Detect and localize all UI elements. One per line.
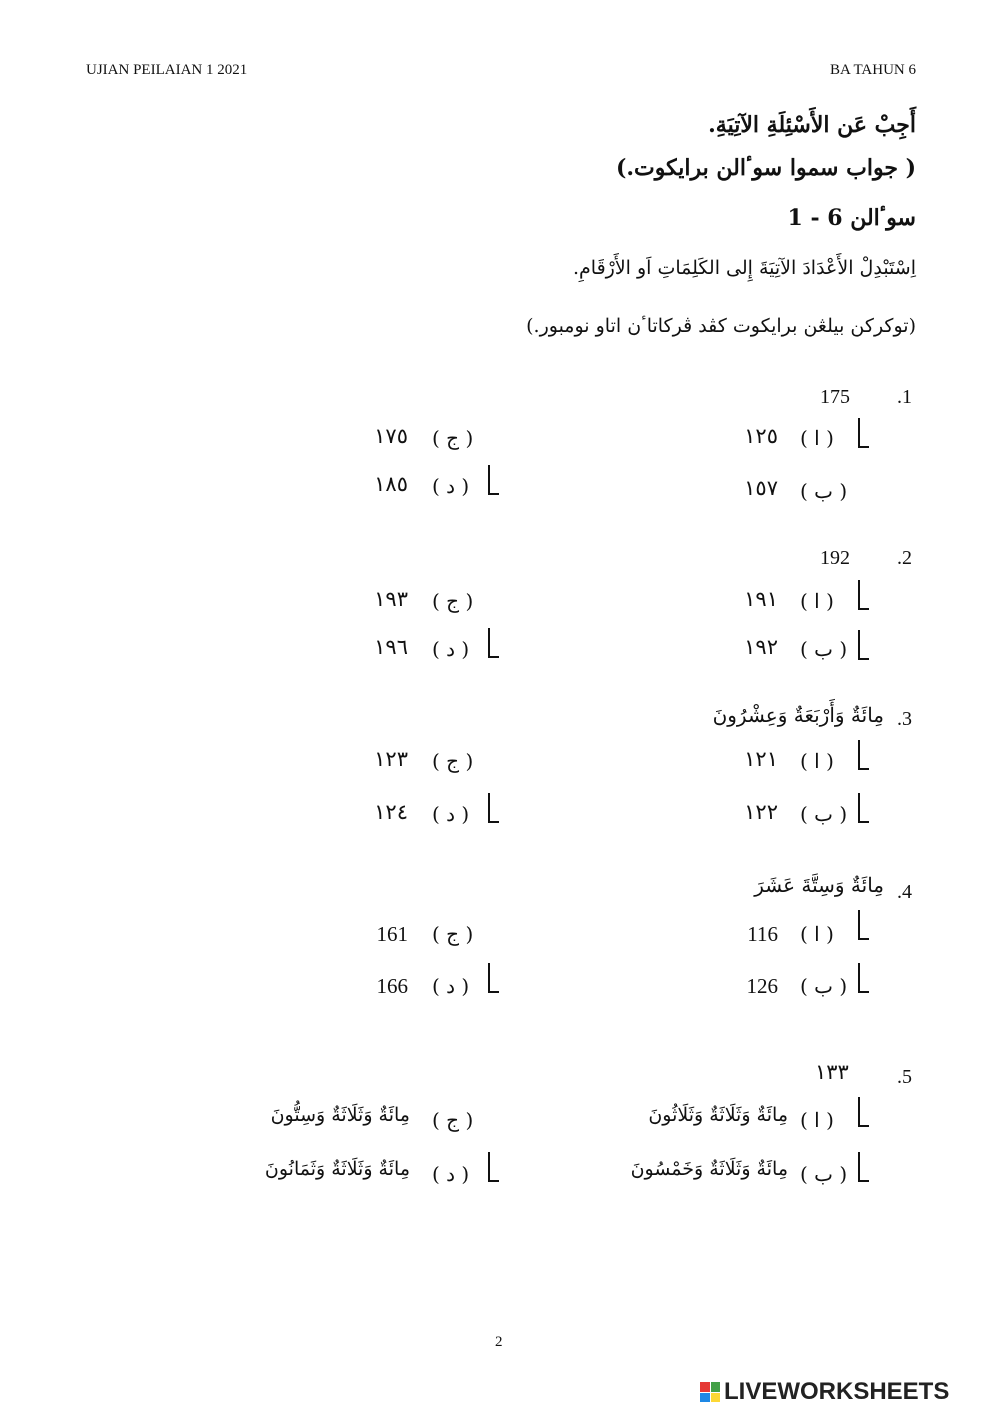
question-prompt: 192: [820, 547, 850, 569]
answer-checkbox-a[interactable]: [858, 740, 869, 770]
answer-checkbox-d[interactable]: [488, 1152, 499, 1182]
option-value-c: 161: [376, 922, 408, 946]
option-letter-a: ( ا ): [800, 1108, 834, 1132]
option-letter-d: ( د ): [432, 1162, 470, 1186]
option-letter-c: ( ج ): [432, 922, 474, 946]
option-value-b: 126: [746, 974, 778, 998]
option-value-d: مِائَةٌ وَثَلَاثَةٌ وَثَمَانُونَ: [264, 1158, 410, 1180]
option-letter-d: ( د ): [432, 802, 470, 826]
option-value-d: ١٢٤: [374, 800, 408, 824]
task-arabic: اِسْتَبْدِلْ الأَعْدَادَ الآتِيَةَ إِلى الكَلِمَاتِ اَو الأَرْقَامِ.: [572, 257, 916, 279]
answer-checkbox-d[interactable]: [488, 793, 499, 823]
option-letter-b: ( ب ): [800, 479, 848, 503]
option-value-b: مِائَةٌ وَثَلَاثَةٌ وَخَمْسُونَ: [630, 1158, 788, 1180]
option-value-d: ١٨٥: [374, 472, 408, 496]
question-prompt: مِائَةٌ وَأَرْبَعَةٌ وَعِشْرُونَ: [712, 703, 884, 727]
option-letter-a: ( ا ): [800, 922, 834, 946]
answer-checkbox-b[interactable]: [858, 630, 869, 660]
option-letter-c: ( ج ): [432, 426, 474, 450]
answer-checkbox-b[interactable]: [858, 963, 869, 993]
question-prompt: ١٣٣: [815, 1060, 849, 1084]
question-number: .4: [897, 881, 912, 903]
option-letter-d: ( د ): [432, 974, 470, 998]
question-prompt: 175: [820, 386, 850, 408]
option-letter-a: ( ا ): [800, 749, 834, 773]
answer-checkbox-d[interactable]: [488, 465, 499, 495]
instruction-arabic: أَجِبْ عَن الأَسْئِلَةِ الآتِيَةِ.: [708, 112, 916, 138]
option-letter-b: ( ب ): [800, 974, 848, 998]
option-value-b: ١٢٢: [744, 800, 778, 824]
option-value-c: ١٢٣: [374, 747, 408, 771]
question-number: .2: [897, 547, 912, 569]
answer-checkbox-b[interactable]: [858, 1152, 869, 1182]
question-number: .3: [897, 708, 912, 730]
question-number: .1: [897, 386, 912, 408]
option-value-d: ١٩٦: [374, 635, 408, 659]
question-number: .5: [897, 1066, 912, 1088]
option-value-a: ١٢٥: [744, 424, 778, 448]
liveworksheets-logo[interactable]: [700, 1378, 949, 1406]
answer-checkbox-a[interactable]: [858, 1097, 869, 1127]
option-value-a: 116: [747, 922, 778, 946]
option-value-a: مِائَةٌ وَثَلَاثَةٌ وَثَلَاثُونَ: [648, 1104, 788, 1126]
option-value-d: 166: [376, 974, 408, 998]
option-letter-c: ( ج ): [432, 1108, 474, 1132]
option-letter-c: ( ج ): [432, 589, 474, 613]
question-prompt: مِائَةٌ وَسِتَّةَ عَشَرَ: [754, 873, 884, 897]
header-left: UJIAN PEILAIAN 1 2021: [86, 62, 248, 78]
option-value-b: ١٩٢: [744, 635, 778, 659]
task-jawi: (توكركن بيلڠن برايكوت كڤد ڤركاتاٴن اتاو نومبور.): [526, 315, 916, 337]
brand-name: LIVEWORKSHEETS: [724, 1378, 950, 1405]
option-letter-d: ( د ): [432, 474, 470, 498]
option-letter-a: ( ا ): [800, 426, 834, 450]
option-value-c: مِائَةٌ وَثَلَاثَةٌ وَسِتُّونَ: [270, 1104, 410, 1126]
option-letter-b: ( ب ): [800, 802, 848, 826]
answer-checkbox-b[interactable]: [858, 793, 869, 823]
option-value-c: ١٩٣: [374, 587, 408, 611]
answer-checkbox-d[interactable]: [488, 963, 499, 993]
option-letter-b: ( ب ): [800, 1162, 848, 1186]
instruction-jawi: ( جواب سموا سوٴالن برايكوت.): [615, 155, 916, 181]
option-letter-a: ( ا ): [800, 589, 834, 613]
option-value-a: ١٩١: [744, 587, 778, 611]
page-number: 2: [495, 1334, 503, 1350]
header-right: BA TAHUN 6: [829, 62, 916, 78]
option-letter-b: ( ب ): [800, 637, 848, 661]
option-value-b: ١٥٧: [744, 476, 778, 500]
answer-checkbox-d[interactable]: [488, 628, 499, 658]
answer-checkbox-a[interactable]: [858, 418, 869, 448]
option-value-c: ١٧٥: [374, 424, 408, 448]
section-title: سوٴالن 6 - 1: [787, 205, 916, 231]
option-letter-d: ( د ): [432, 637, 470, 661]
logo-icon: [700, 1382, 720, 1402]
option-value-a: ١٢١: [744, 747, 778, 771]
answer-checkbox-a[interactable]: [858, 580, 869, 610]
answer-checkbox-a[interactable]: [858, 910, 869, 940]
option-letter-c: ( ج ): [432, 749, 474, 773]
